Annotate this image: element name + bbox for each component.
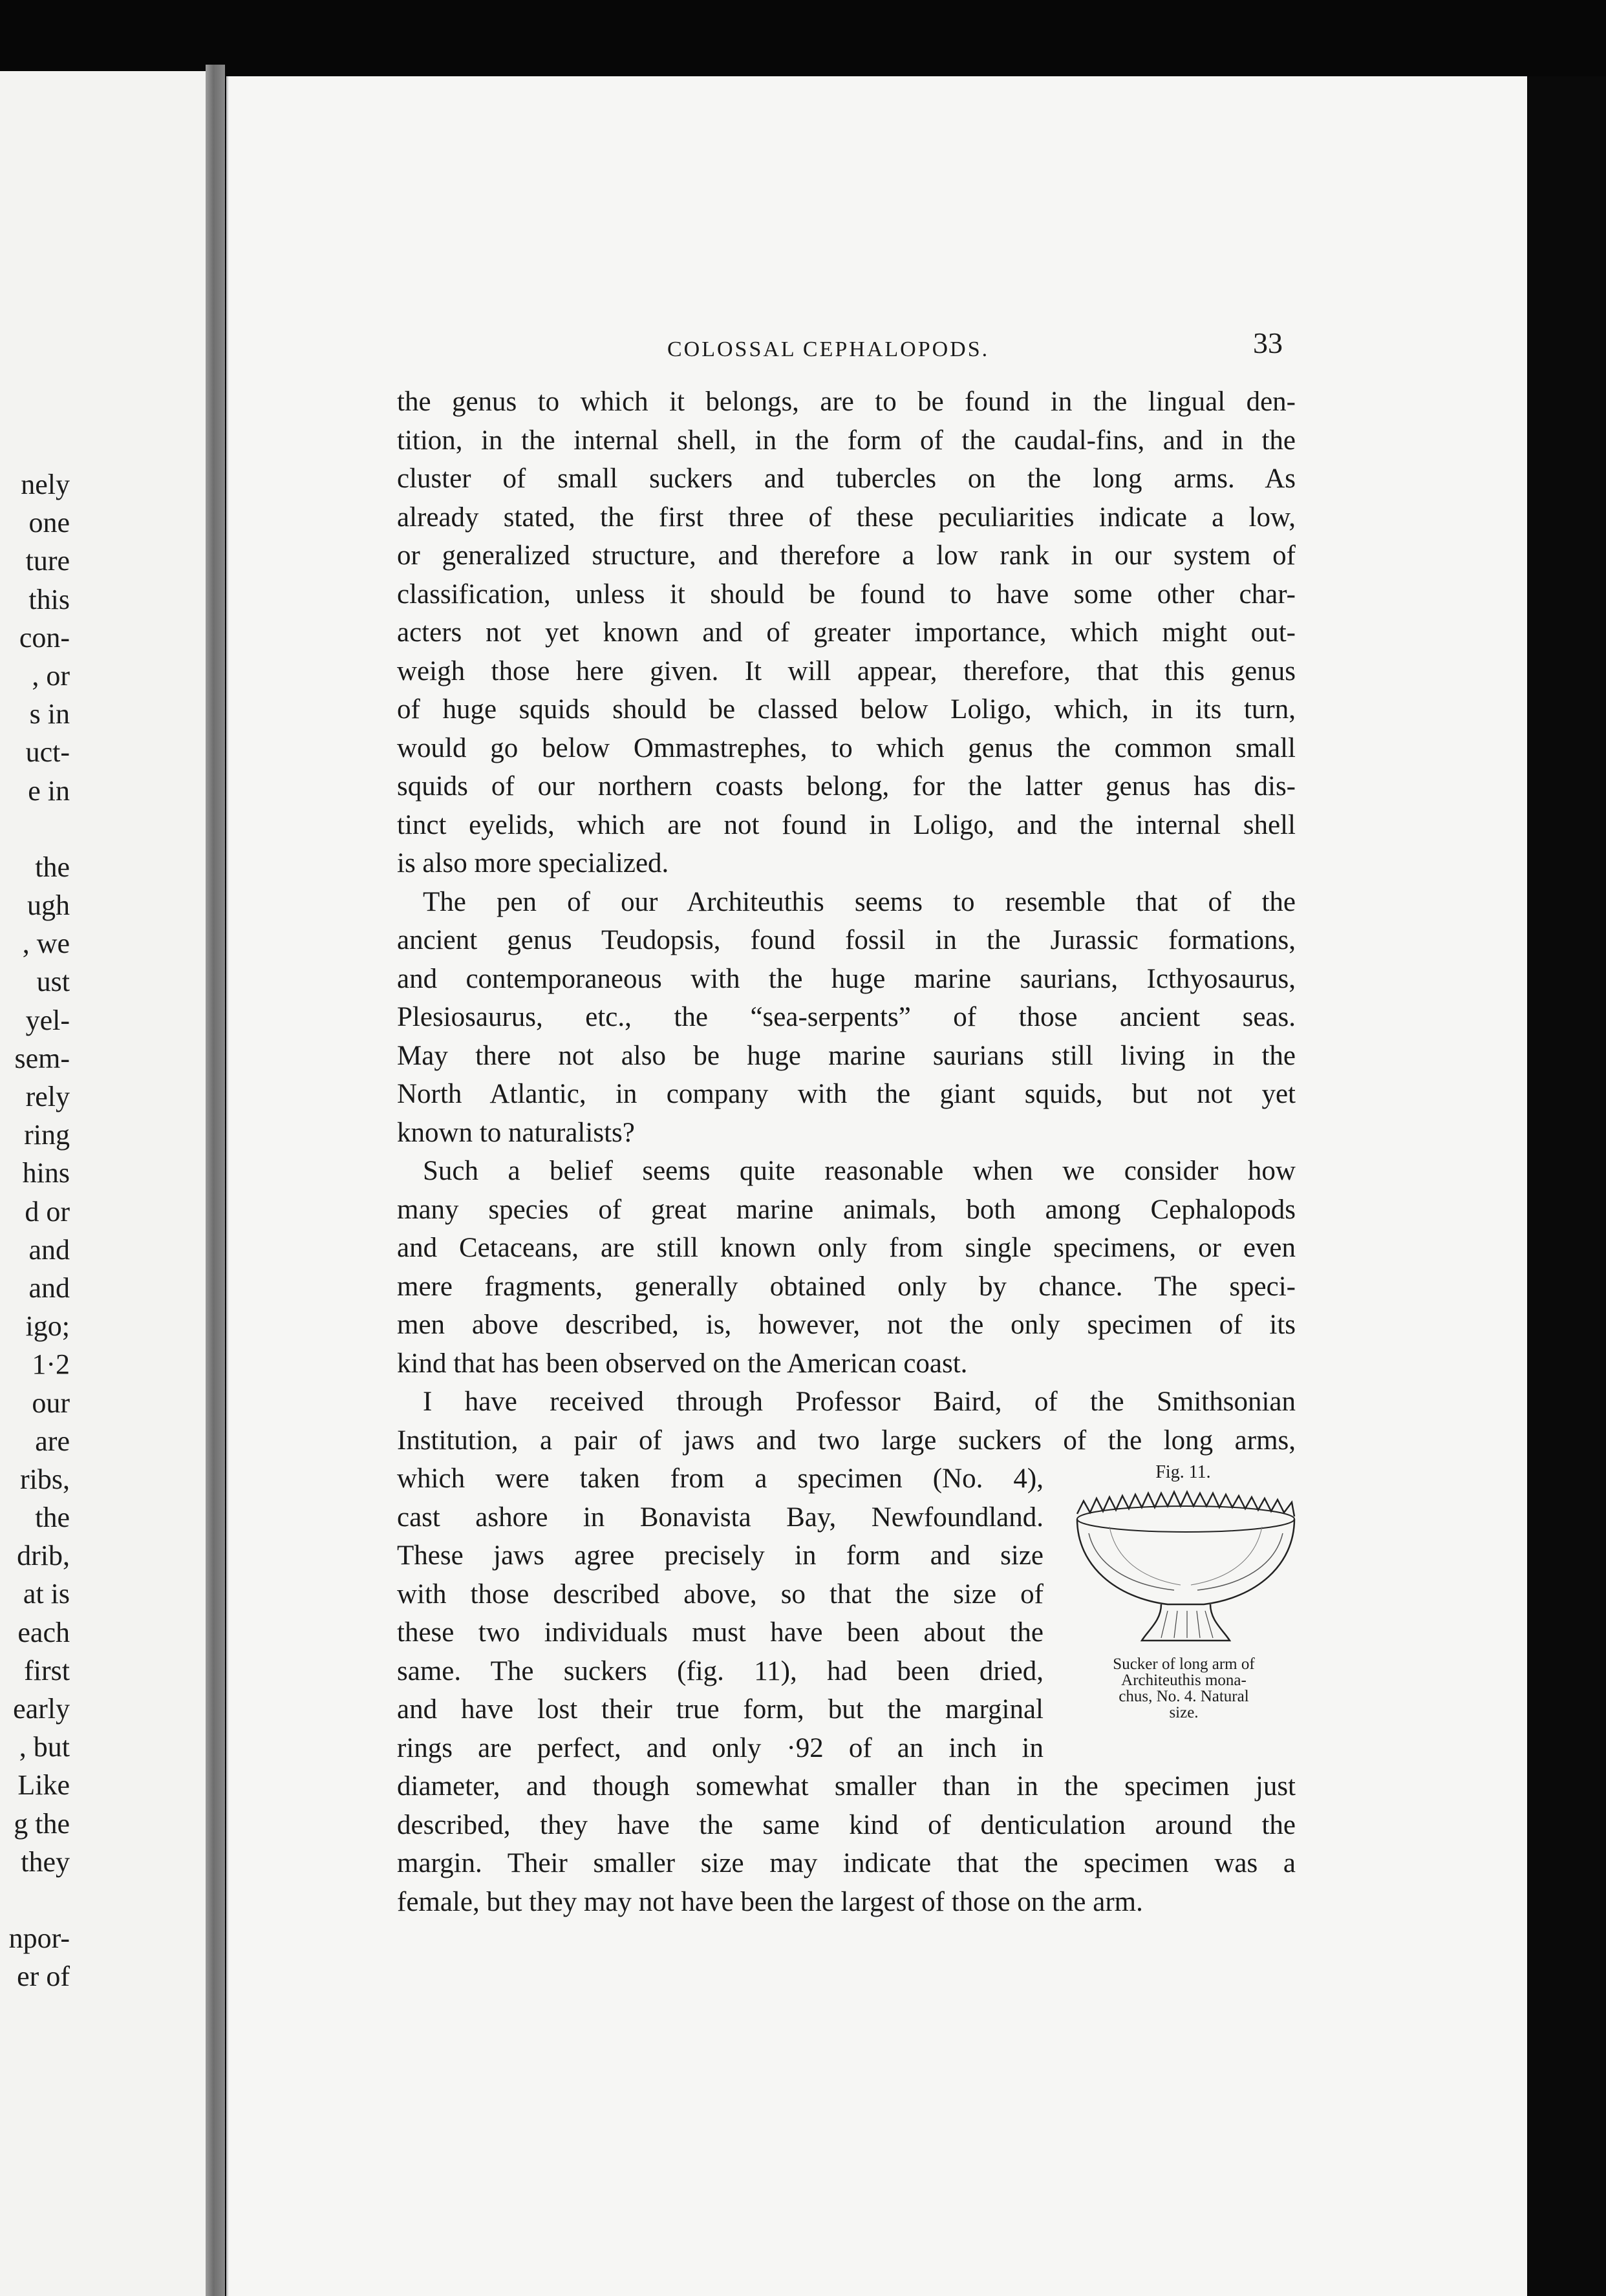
left-page-line: yel- — [25, 1004, 70, 1036]
left-page-line: are — [35, 1425, 70, 1457]
left-page-line: npor- — [8, 1922, 70, 1955]
text-line: with those described above, so that the size of — [397, 1578, 1044, 1610]
left-page-line: Like — [17, 1769, 70, 1802]
text-line: or generalized structure, and therefore a low rank in our system of — [397, 540, 1296, 571]
left-page-line: early — [13, 1693, 70, 1725]
left-page-line: , but — [19, 1731, 70, 1763]
text-line: and contemporaneous with the huge marine saurians, Icthyosaurus, — [397, 963, 1296, 994]
text-line: acters not yet known and of greater importance, which might out- — [397, 617, 1296, 648]
text-line: rings are perfect, and only ·92 of an inch in — [397, 1732, 1044, 1763]
text-line: already stated, the first three of these peculiarities indicate a low, — [397, 502, 1296, 533]
text-line: The pen of our Architeuthis seems to resemble that of the — [423, 886, 1296, 917]
left-page-line — [0, 1881, 213, 1919]
left-page-line: the — [35, 1502, 70, 1534]
left-page-line: con- — [19, 621, 70, 654]
left-page-line: s in — [29, 698, 70, 730]
text-line: female, but they may not have been the largest of those on the arm. — [397, 1886, 1143, 1917]
left-page-text — [0, 465, 213, 1996]
left-page-line: hins — [22, 1157, 70, 1189]
text-line: squids of our northern coasts belong, for the latter genus has dis- — [397, 771, 1296, 802]
left-page-line: first — [24, 1654, 70, 1686]
left-page-line: e in — [28, 774, 70, 807]
text-line: mere fragments, generally obtained only by chance. The speci- — [397, 1271, 1296, 1302]
figure-11 — [1058, 1462, 1310, 1747]
left-page-line: d or — [25, 1195, 70, 1228]
page-gutter — [206, 65, 225, 2296]
caption-line: chus, No. 4. Natural — [1119, 1688, 1249, 1705]
left-page-line: uct- — [25, 736, 70, 769]
running-title: COLOSSAL CEPHALOPODS. — [667, 337, 990, 361]
text-line: tinct eyelids, which are not found in Loligo, and the internal shell — [397, 809, 1296, 840]
text-line: which were taken from a specimen (No. 4), — [397, 1463, 1044, 1494]
left-page-line: the — [35, 851, 70, 883]
text-line: same. The suckers (fig. 11), had been dried, — [397, 1655, 1044, 1686]
left-page-line: er of — [17, 1961, 70, 1993]
left-page-line: nely — [21, 469, 70, 500]
text-line: Institution, a pair of jaws and two large suckers of the long arms, — [397, 1425, 1296, 1456]
left-page-line: , or — [32, 659, 70, 692]
text-line: Such a belief seems quite reasonable when we consider how — [423, 1156, 1296, 1186]
left-page-line: ugh — [27, 889, 70, 922]
caption-line: Architeuthis mona- — [1121, 1672, 1247, 1689]
text-line: North Atlantic, in company with the giant squids, but not yet — [397, 1079, 1296, 1109]
page-number: 33 — [1253, 326, 1283, 359]
text-line: cluster of small suckers and tubercles on the long arms. As — [397, 463, 1296, 494]
text-line: I have received through Professor Baird, of the Smithsonian — [423, 1387, 1296, 1417]
left-page-line: rely — [25, 1081, 70, 1112]
text-line: is also more specialized. — [397, 848, 669, 878]
text-line: margin. Their smaller size may indicate that the specimen was a — [397, 1848, 1296, 1878]
text-line: men above described, is, however, not the only specimen of its — [397, 1310, 1296, 1340]
left-page-line: ring — [24, 1119, 70, 1151]
left-facing-page — [0, 71, 213, 2296]
caption-line: Sucker of long arm of — [1113, 1655, 1255, 1673]
figure-caption — [1058, 1656, 1310, 1721]
scan-border — [1527, 76, 1606, 2296]
left-page-line: each — [17, 1616, 70, 1648]
left-page-line: this — [28, 583, 70, 615]
text-line: the genus to which it belongs, are to be found in the lingual den- — [397, 387, 1296, 417]
left-page-line: one — [28, 507, 70, 539]
text-line: would go below Ommastrephes, to which genus the common small — [397, 732, 1296, 763]
text-line: kind that has been observed on the American coast. — [397, 1348, 968, 1379]
text-line: ancient genus Teudopsis, found fossil in the Jurassic formations, — [397, 925, 1296, 955]
text-line: many species of great marine animals, both among Cephalopods — [397, 1194, 1296, 1225]
left-page-line: igo; — [25, 1310, 70, 1343]
left-page-line: they — [21, 1845, 70, 1878]
text-line: of huge squids should be classed below Loligo, which, in its turn, — [397, 694, 1296, 725]
left-page-line: and — [28, 1233, 70, 1266]
text-line: classification, unless it should be found to have some other char- — [397, 579, 1296, 610]
left-page-line: g the — [14, 1807, 70, 1840]
text-line: and Cetaceans, are still known only from single specimens, or even — [397, 1233, 1296, 1263]
text-line: described, they have the same kind of denticulation around the — [397, 1809, 1296, 1840]
text-line: cast ashore in Bonavista Bay, Newfoundland. — [397, 1502, 1044, 1533]
left-page-line: our — [32, 1387, 70, 1419]
text-line: These jaws agree precisely in form and size — [397, 1540, 1044, 1571]
caption-line: size. — [1169, 1704, 1199, 1721]
left-page-line: 1·2 — [32, 1348, 70, 1381]
left-page-line: at is — [23, 1578, 70, 1610]
text-line: known to naturalists? — [397, 1117, 635, 1148]
left-page-line: sem- — [14, 1042, 70, 1074]
text-line: Plesiosaurus, etc., the “sea-serpents” of those ancient seas. — [397, 1002, 1296, 1032]
left-page-line: ust — [36, 966, 70, 998]
text-line: these two individuals must have been about the — [397, 1617, 1044, 1648]
text-line: diameter, and though somewhat smaller than in the specimen just — [397, 1771, 1296, 1802]
left-page-line: ribs, — [20, 1463, 70, 1495]
sucker-illustration-icon — [1071, 1488, 1298, 1643]
text-line: and have lost their true form, but the marginal — [397, 1694, 1044, 1725]
left-page-line: ture — [25, 545, 70, 577]
left-page-line: drib, — [17, 1540, 70, 1572]
left-page-line: and — [28, 1271, 70, 1304]
left-page-line — [0, 810, 213, 848]
text-line: May there not also be huge marine saurians still living in the — [397, 1040, 1296, 1071]
figure-label: Fig. 11. — [1155, 1462, 1211, 1482]
text-line: weigh those here given. It will appear, therefore, that this genus — [397, 655, 1296, 686]
left-page-line: , we — [22, 928, 70, 960]
text-line: tition, in the internal shell, in the form of the caudal-fins, and in the — [397, 425, 1296, 456]
